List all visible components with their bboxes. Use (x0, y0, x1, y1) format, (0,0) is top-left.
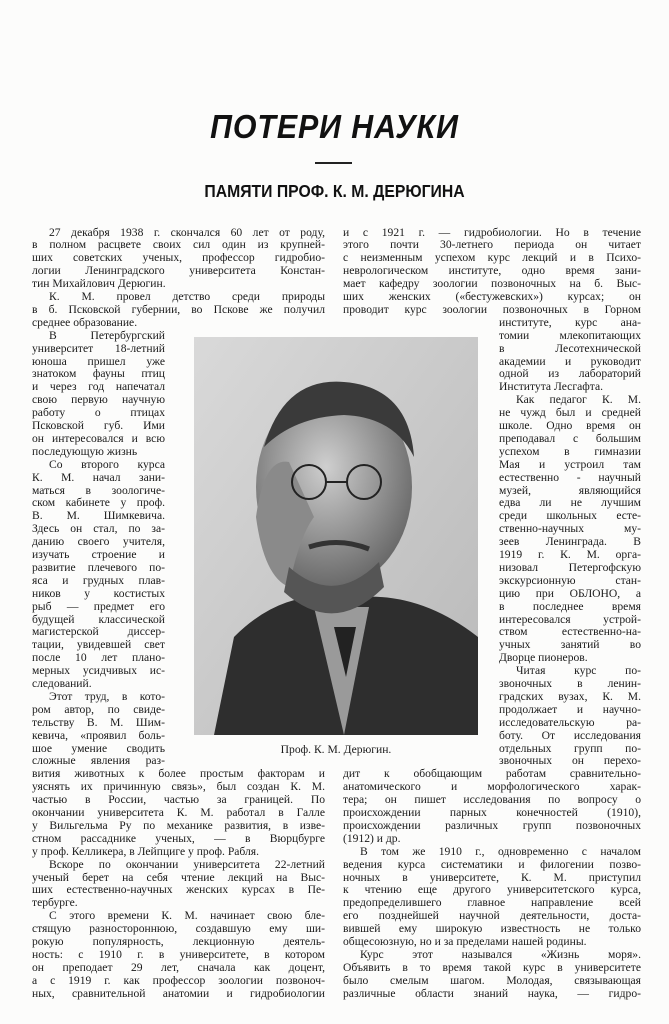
text-line: различные области знаний наука, — гидро- (343, 986, 641, 1000)
text-line: тации, увидевшей свет (32, 638, 165, 652)
section-title: ПОТЕРИ НАУКИ (210, 108, 459, 145)
text-line: уяснять их причинную связь», был создан К. М. (32, 780, 325, 794)
text-line: окончании университета К. М. работал в Галле (32, 806, 325, 819)
text-line: с неизменным успехом курс лекций и в Психо- (343, 251, 641, 265)
text-line: Мая и устроил там (499, 457, 641, 471)
text-line: шое умение сводить (32, 741, 165, 755)
text-line: В том же 1910 г., одновременно с началом (360, 844, 641, 858)
text-line: и через год напечатал (32, 380, 165, 394)
text-line: звоночных в ленин- (499, 677, 641, 690)
text-line: происхождении парных конечностей (1910), (343, 806, 641, 819)
text-line: после 10 лет плано- (32, 651, 165, 665)
text-line: Псковской губ. Ими (32, 419, 165, 432)
text-line: среднее образование. (32, 315, 138, 329)
text-line: у проф. Келликера, в Лейпциге у проф. Рабля. (32, 844, 260, 858)
text-line: рокую популярность, лекционную деятель- (32, 935, 325, 948)
text-line: Института Лесгафта. (499, 380, 603, 394)
text-line: ших естественно-научных женских курсах в Пе- (32, 883, 325, 897)
text-line: а с 1919 г. как профессор зоологии позвоноч- (32, 973, 325, 987)
text-line: последующую жизнь (32, 444, 138, 458)
text-line: исследовательскую ра- (499, 715, 641, 729)
text-line: ность: с 1910 г. в университете, в котором (32, 947, 325, 961)
text-line: Курс этот назывался «Жизнь моря». (360, 947, 641, 961)
title-divider (315, 162, 352, 164)
text-line: вития животных к более простым факторам и (32, 767, 325, 781)
text-line: неврологическом институте, одно время зани- (343, 264, 641, 278)
text-line: институте, курс ана- (499, 315, 641, 329)
text-line: к чтению еще другого университетского курса, (343, 883, 641, 897)
text-line: школе. Одно время он (499, 419, 641, 432)
text-line: анатомического и морфологического харак- (343, 780, 641, 794)
text-line: (1912) и др. (343, 831, 401, 845)
text-line: частью в России, частью за границей. По (32, 793, 325, 807)
text-line: стном рассаднике ученых, — в Вюрцбурге (32, 831, 325, 845)
text-line: В Петербургский (49, 328, 165, 342)
text-line: ных, сравнительной анатомии и гидробиологии (32, 986, 325, 1000)
text-line: среди школьных есте- (499, 509, 641, 523)
text-line: Этот труд, в кото- (49, 689, 165, 703)
text-line: дит к обобщающим работам сравнительно- (343, 767, 641, 781)
text-line: предопределившего главное направление всей (343, 896, 641, 910)
text-line: ведения курса систематики и филогении позво- (343, 857, 641, 871)
text-line: С этого времени К. М. начинает свою бле- (49, 909, 325, 923)
text-line: ших женских («бестужевских») курсах; он (343, 290, 641, 303)
text-line: тербурге. (32, 896, 78, 910)
text-line: сложные явления раз- (32, 754, 165, 768)
text-line: кевича, «проявил боль- (32, 728, 165, 742)
text-line: университет 18-летний (32, 341, 165, 355)
text-line: томии млекопитающих (499, 328, 641, 342)
text-line: Со второго курса (49, 457, 165, 471)
text-line: стящую разностороннюю, создавшую ему ши- (32, 922, 325, 936)
text-line: ском кабинете у проф. (32, 496, 165, 510)
text-line: следований. (32, 677, 92, 690)
text-line: изучать строение и (32, 548, 165, 561)
text-line: едва ли не лучшим (499, 496, 641, 510)
text-line: вившей ему широкую известность не только (343, 922, 641, 936)
text-line: тин Михайлович Дерюгин. (32, 277, 166, 291)
portrait-image (194, 337, 478, 735)
text-line: яса и грудных плав- (32, 573, 165, 587)
text-line: магистерской диссер- (32, 625, 165, 639)
text-line: будущей классической (32, 612, 165, 626)
text-line: происхождении различных групп позвоночных (343, 818, 641, 832)
text-line: он преподает 29 лет, сначала как доцент, (32, 960, 325, 974)
text-line: академии и руководит (499, 354, 641, 368)
text-line: экскурсионную стан- (499, 573, 641, 587)
text-line: интересовался устрой- (499, 612, 641, 626)
text-line: 27 декабря 1938 г. скончался 60 лет от роду, (49, 225, 325, 239)
text-line: он интересовался и всю (32, 431, 165, 445)
text-line: работу о птицах (32, 406, 165, 420)
text-line: продолжает и научно- (499, 702, 641, 716)
text-line: одной из лабораторий (499, 367, 641, 381)
text-line: Дворце пионеров. (499, 651, 588, 665)
text-line: 1919 г. К. М. орга- (499, 548, 641, 561)
text-line: боту. От исследования (499, 728, 641, 742)
text-line: данию своего учителя, (32, 535, 165, 549)
photo-caption: Проф. К. М. Дерюгин. (280, 743, 392, 756)
article-title: ПАМЯТИ ПРОФ. К. М. ДЕРЮГИНА (204, 181, 465, 201)
text-line: ников у костистых (32, 586, 165, 600)
text-line: цию при ОБЛОНО, а (499, 586, 641, 600)
text-line: музей, являющийся (499, 483, 641, 497)
text-line: естественно - научный (499, 470, 641, 484)
text-line: общесоюзную, но и за пределами нашей родины. (343, 935, 587, 948)
text-line: низовал Петергофскую (499, 560, 641, 574)
text-line: К. М. провел детство среди природы (49, 290, 325, 303)
text-line: у Вильгельма Ру по механике развития, в изве- (32, 818, 325, 832)
text-line: в Лесотехнической (499, 341, 641, 355)
text-line: свою первую научную (32, 393, 165, 407)
text-line: Здесь он стал, по за- (32, 522, 165, 536)
text-line: ночных в университете, К. М. приступил (343, 870, 641, 884)
portrait-photo (194, 337, 478, 735)
text-line: Вскоре по окончании университета 22-летний (49, 857, 325, 871)
text-line: успехом в гимназии (499, 444, 641, 458)
text-line: логии Ленинградского университета Констан- (32, 264, 325, 278)
text-line: в полном расцвете своих сил один из крупней- (32, 238, 325, 252)
text-line: градских вузах, К. М. (499, 689, 641, 703)
text-line: не чужд был и средней (499, 406, 641, 420)
text-line: развитие плечевого по- (32, 560, 165, 574)
text-line: проводит курс зоологии позвоночных в Горном (343, 302, 641, 316)
text-line: В. М. Шимкевича. (32, 509, 165, 523)
text-line: в последнее время (499, 599, 641, 613)
text-line: преподавал с большим (499, 431, 641, 445)
text-line: Объявить в то время такой курс в университете (343, 960, 641, 974)
text-line: знатоком фауны птиц (32, 367, 165, 381)
text-line: его позднейшей научной деятельности, доста- (343, 909, 641, 923)
text-line: Читая курс по- (516, 664, 641, 678)
text-line: маться в зоологиче- (32, 483, 165, 497)
text-line: тельству В. М. Шим- (32, 715, 165, 729)
text-line: этого почти 30-летнего периода он читает (343, 238, 641, 252)
text-line: отдельных групп по- (499, 741, 641, 755)
text-line: ственно-научных му- (499, 522, 641, 536)
text-line: рыб — предмет его (32, 599, 165, 613)
text-line: было смелым шагом. Молодая, связывающая (343, 973, 641, 987)
text-line: К. М. начал зани- (32, 470, 165, 484)
text-line: юноша пришел уже (32, 354, 165, 368)
text-line: звоночных он перехо- (499, 754, 641, 768)
text-line: тера; он пишет исследования по вопросу о (343, 793, 641, 807)
text-line: ших советских ученых, профессор гидробио- (32, 251, 325, 265)
text-line: Как педагог К. М. (516, 393, 641, 407)
text-line: в б. Псковской губернии, во Пскове же получил (32, 302, 325, 316)
text-line: и с 1921 г. — гидробиологии. Но в течение (343, 225, 641, 239)
text-line: мает кафедру зоологии позвоночных на б. Выс- (343, 277, 641, 291)
text-line: ством естественно-на- (499, 625, 641, 639)
text-line: ученый берет на себя чтение лекций на Выс- (32, 870, 325, 884)
text-line: зеев Ленинграда. В (499, 535, 641, 549)
text-line: учных занятий во (499, 638, 641, 652)
text-line: ром автор, по свиде- (32, 702, 165, 716)
text-line: мерных усидчивых ис- (32, 664, 165, 678)
